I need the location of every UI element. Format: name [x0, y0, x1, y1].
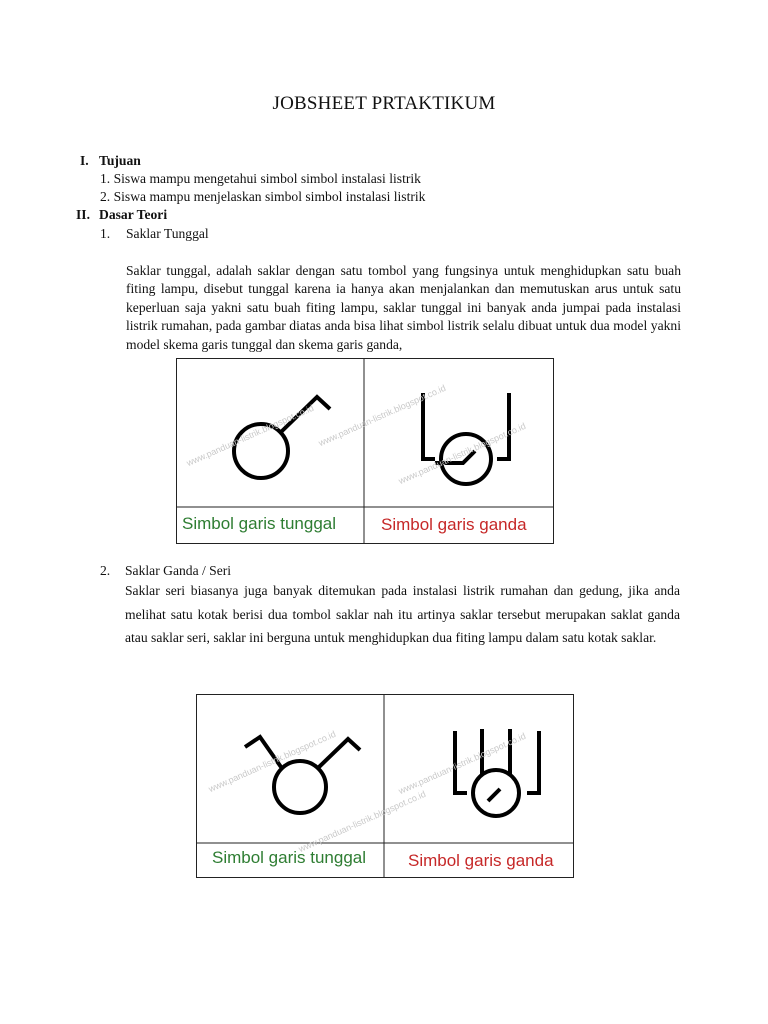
subsection-1-body: Saklar tunggal, adalah saklar dengan satu tombol yang fungsinya untuk menghidupkan satu buah fiting lampu, disebut tunggal karena ia hanya akan menjalankan dan memutuskan arus untuk satu keperluan saja yakni satu buah fiting lampu, saklar tunggal ini banyak anda jumpai pada instalasi listrik rumahan, pada gambar diatas anda bisa lihat simbol listrik selalu dibuat untuk dua model yakni model skema garis tunggal dan skema garis ganda,: [126, 263, 681, 352]
section-1-numeral: I.: [80, 153, 89, 168]
caption-double-line: Simbol garis ganda: [408, 851, 554, 870]
watermark-text: www.panduan-listrik.blogspot.co.id: [397, 420, 528, 487]
objective-item-1: 1. Siswa mampu mengetahui simbol simbol instalasi listrik: [100, 171, 421, 186]
caption-single-line: Simbol garis tunggal: [182, 514, 337, 533]
subsection-2-number: 2.: [100, 563, 111, 578]
watermark-text: www.panduan-listrik.blogspot.co.id: [297, 788, 428, 855]
watermark-text: www.panduan-listrik.blogspot.co.id: [207, 728, 338, 795]
caption-double-line: Simbol garis ganda: [381, 515, 527, 534]
page-title: JOBSHEET PRTAKTIKUM: [272, 93, 496, 114]
section-2-heading: Dasar Teori: [99, 207, 168, 222]
watermark-text: www.panduan-listrik.blogspot.co.id: [397, 730, 528, 797]
objective-item-2: 2. Siswa mampu menjelaskan simbol simbol instalasi listrik: [100, 189, 426, 204]
subsection-1-title: Saklar Tunggal: [126, 226, 209, 241]
section-2-numeral: II.: [76, 207, 90, 222]
watermark-text: www.panduan-listrik.blogspot.co.id: [317, 382, 448, 449]
watermark-text: www.panduan-listrik.blogspot.co.id: [185, 402, 316, 469]
caption-single-line: Simbol garis tunggal: [212, 848, 367, 867]
subsection-2-body: Saklar seri biasanya juga banyak ditemukan pada instalasi listrik rumahan dan gedung, jika anda melihat satu kotak berisi dua tombol saklar nah itu artinya saklar tersebut merupakan saklat ganda atau saklar seri, saklar ini berguna untuk menghidupkan dua fiting lampu dalam satu kotak saklar.: [125, 583, 680, 646]
subsection-1-number: 1.: [100, 226, 111, 241]
figure-single-switch: [176, 358, 554, 544]
figure-double-switch: [196, 694, 574, 878]
subsection-2-title: Saklar Ganda / Seri: [125, 563, 232, 578]
section-1-heading: Tujuan: [99, 153, 141, 168]
